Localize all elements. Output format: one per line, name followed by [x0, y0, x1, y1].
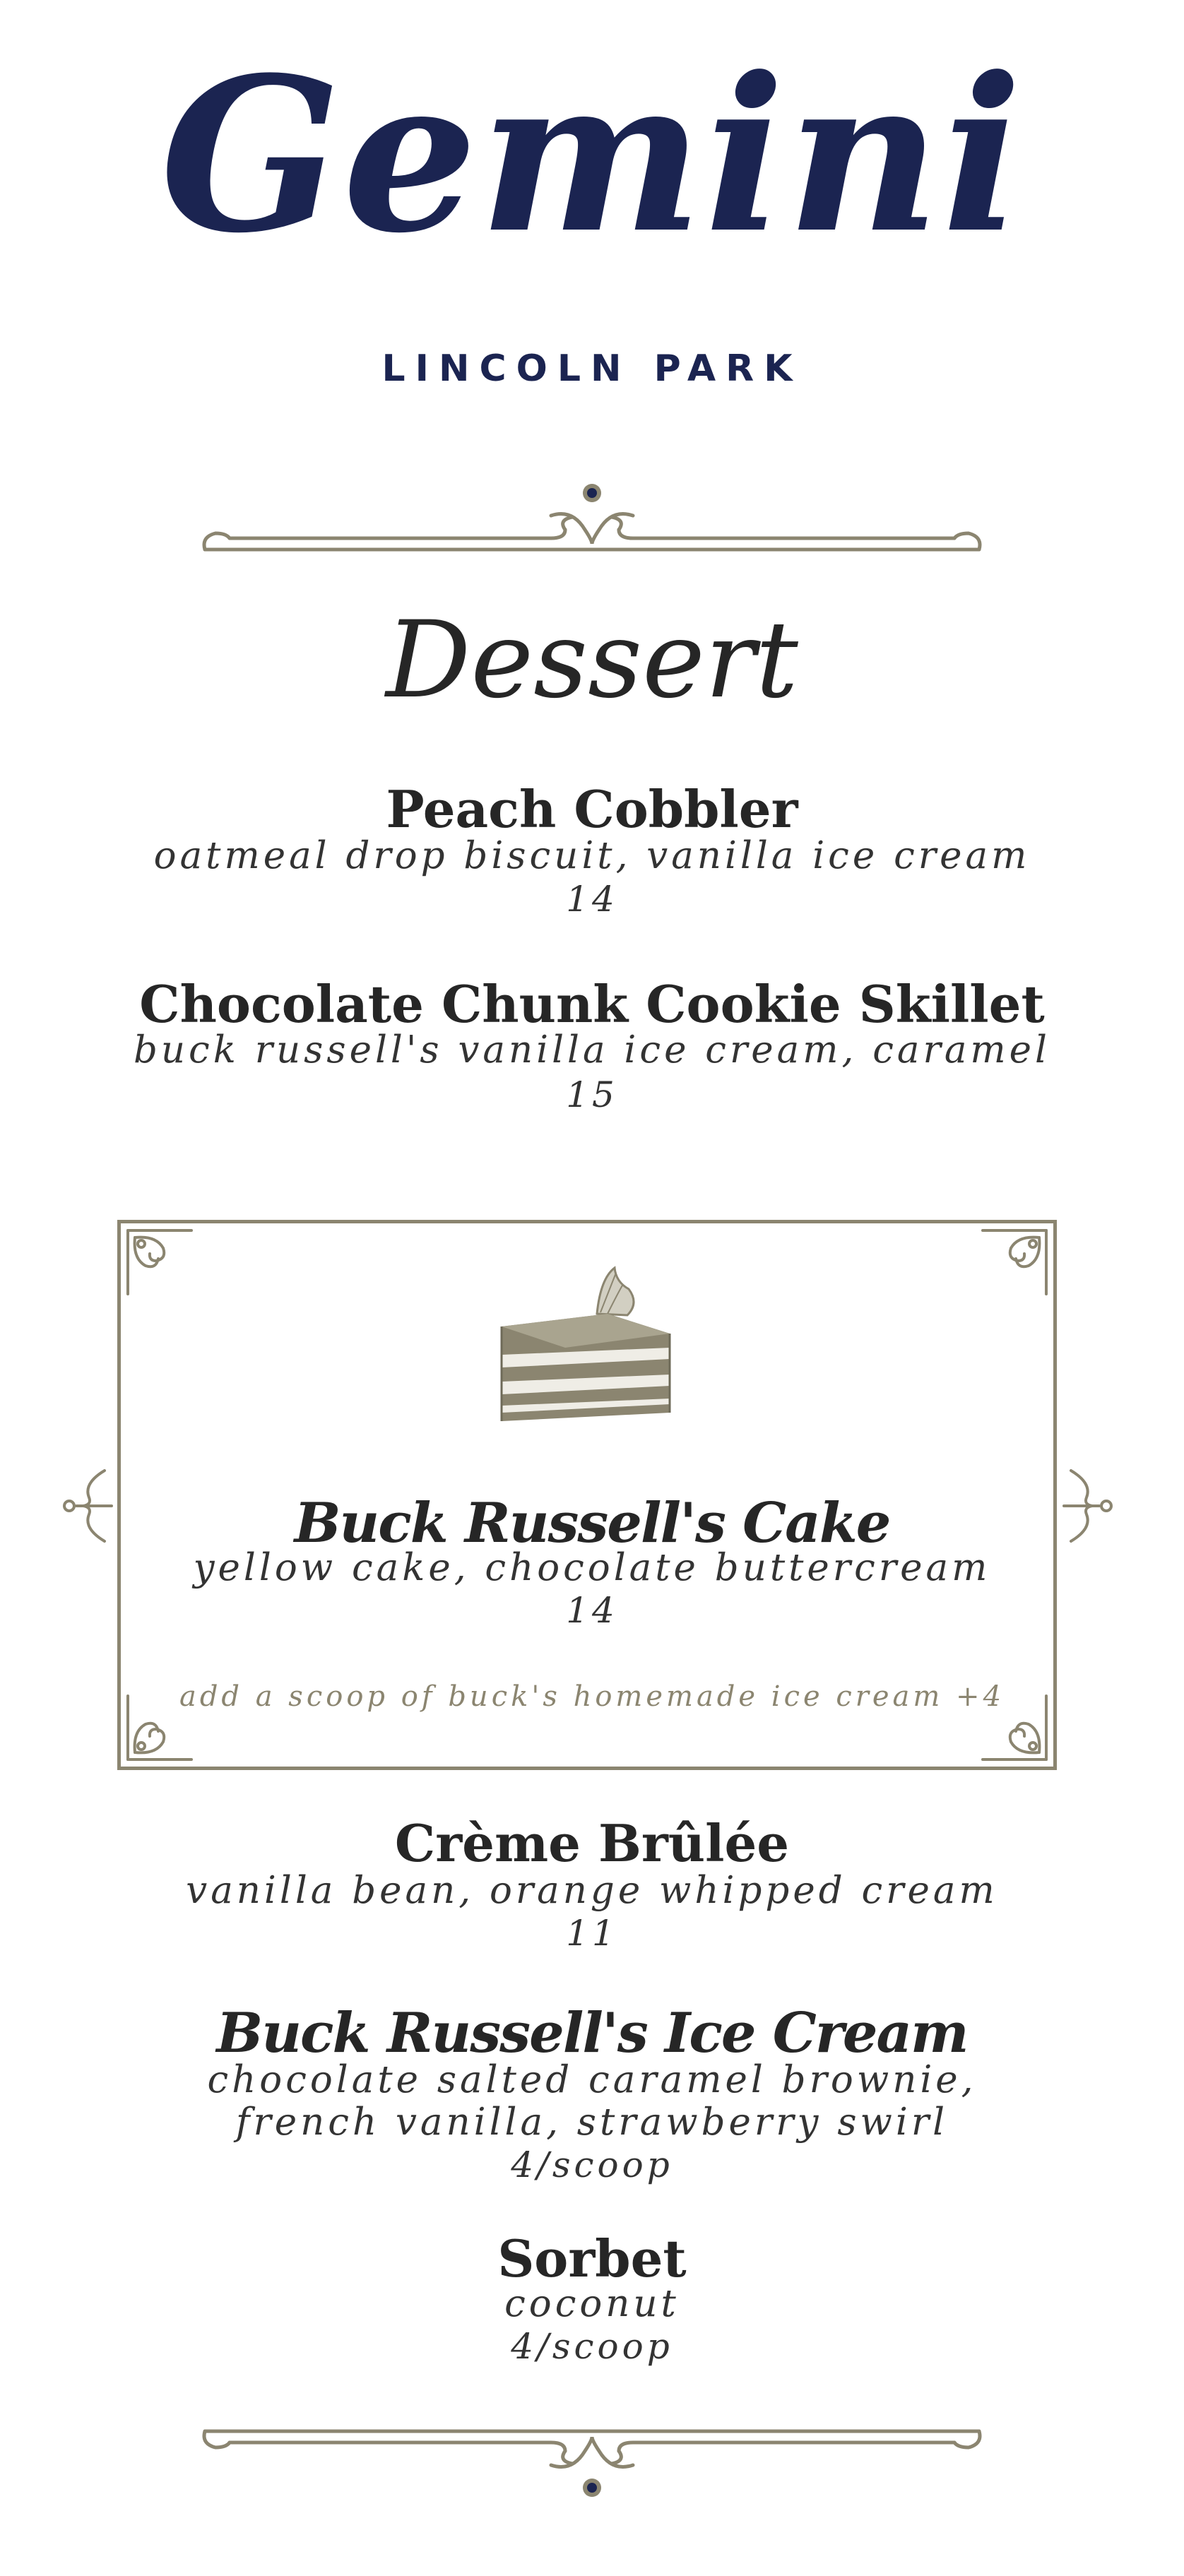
item-price: 4/scoop: [511, 2326, 673, 2367]
feature-item-description: yellow cake, chocolate buttercream: [193, 1546, 991, 1589]
cake-slice-illustration: [495, 1264, 678, 1427]
item-price: 14: [566, 879, 618, 920]
corner-flourish-icon: [979, 1227, 1050, 1298]
item-name-sorbet: Sorbet: [497, 2228, 687, 2289]
item-name-ice-cream: Buck Russell's Ice Cream: [216, 2001, 968, 2065]
feature-item-price: 14: [566, 1590, 618, 1631]
item-description: oatmeal drop biscuit, vanilla ice cream: [153, 834, 1031, 877]
bottom-divider-ornament: [198, 2430, 986, 2507]
item-name-creme-brulee: Crème Brûlée: [394, 1813, 790, 1873]
brand-location: LINCOLN PARK: [381, 348, 803, 390]
brand-logo: Gemini: [160, 30, 1024, 280]
item-description: vanilla bean, orange whipped cream: [186, 1869, 998, 1912]
item-price: 11: [566, 1913, 618, 1954]
item-description: coconut: [504, 2282, 680, 2325]
item-name-cookie-skillet: Chocolate Chunk Cookie Skillet: [139, 974, 1045, 1034]
top-divider-ornament: [198, 473, 986, 551]
section-title: Dessert: [386, 599, 798, 722]
item-description: chocolate salted caramel brownie,: [207, 2058, 977, 2101]
item-description: french vanilla, strawberry swirl: [235, 2101, 949, 2144]
item-description: buck russell's vanilla ice cream, caramel: [134, 1028, 1050, 1072]
corner-flourish-icon: [124, 1227, 195, 1298]
item-price: 15: [566, 1074, 618, 1115]
feature-item-name: Buck Russell's Cake: [294, 1491, 890, 1555]
feature-addon-note: add a scoop of buck's homemade ice cream +4: [179, 1680, 1005, 1713]
item-name-peach-cobbler: Peach Cobbler: [386, 779, 798, 839]
item-price: 4/scoop: [511, 2144, 673, 2185]
